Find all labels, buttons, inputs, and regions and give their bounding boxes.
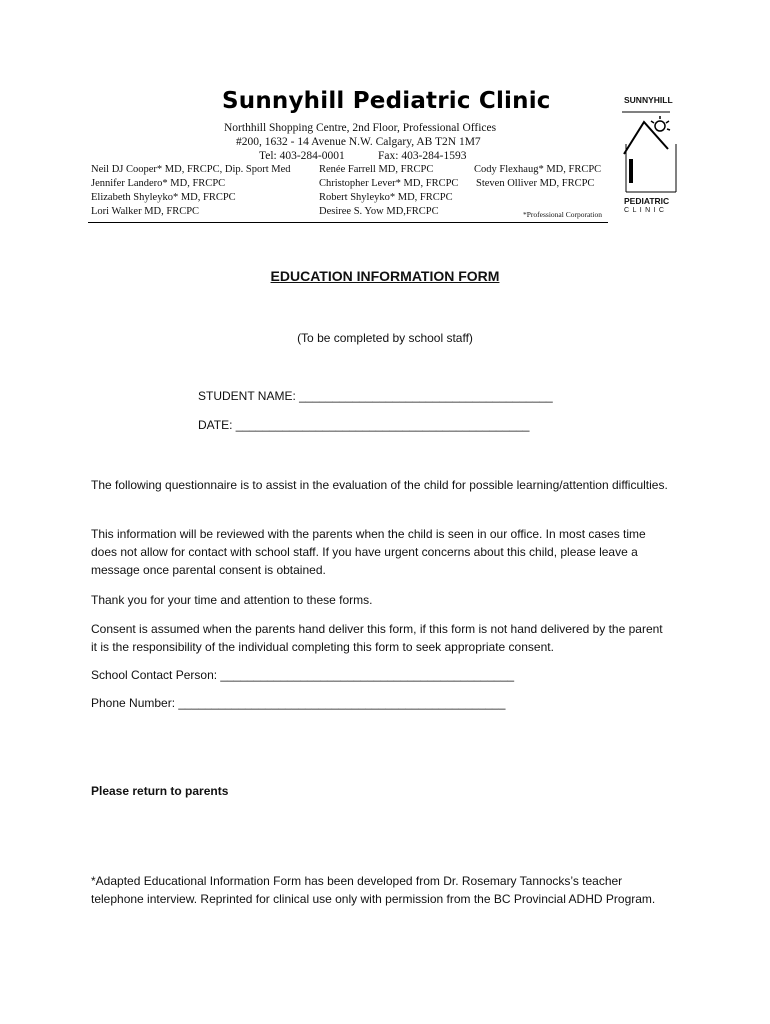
intro-paragraph: The following questionnaire is to assist in the evaluation of the child for possible learning/attention difficulties.	[91, 478, 668, 492]
doctor-name: Lori Walker MD, FRCPC	[91, 206, 200, 217]
doctor-name: Steven Olliver MD, FRCPC	[476, 178, 595, 189]
logo-text-pediatric: PEDIATRIC	[624, 196, 670, 206]
logo-text-top: SUNNYHILL	[624, 95, 673, 105]
footnote: *Adapted Educational Information Form has been developed from Dr. Rosemary Tannocks’s teacher telephone interview. Reprinted for clinical use only with permission from the BC Provincial ADHD Program.	[91, 874, 656, 906]
student-name-field[interactable]: STUDENT NAME: ______________________________________	[198, 389, 553, 403]
return-note: Please return to parents	[91, 784, 229, 798]
address-line-2: #200, 1632 - 14 Avenue N.W. Calgary, AB T2N 1M7	[236, 136, 481, 148]
header-rule	[88, 222, 608, 223]
doctor-name: Neil DJ Cooper* MD, FRCPC, Dip. Sport Med	[91, 164, 291, 175]
clinic-name: Sunnyhill Pediatric Clinic	[222, 88, 551, 114]
review-paragraph: This information will be reviewed with the parents when the child is seen in our office. In most cases time does not allow for contact with school staff. If you have urgent concerns about this child, please leave a message once parental consent is obtained.	[91, 527, 646, 577]
form-subtitle: (To be completed by school staff)	[297, 331, 473, 345]
doctor-name: Robert Shyleyko* MD, FRCPC	[319, 192, 453, 203]
doctor-name: Renée Farrell MD, FRCPC	[319, 164, 434, 175]
date-field[interactable]: DATE: ____________________________________________	[198, 418, 530, 432]
form-title: EDUCATION INFORMATION FORM	[270, 268, 500, 284]
doctor-name: Christopher Lever* MD, FRCPC	[319, 178, 459, 189]
doctor-name: Elizabeth Shyleyko* MD, FRCPC	[91, 192, 236, 203]
fax-number-header: Fax: 403-284-1593	[378, 150, 467, 162]
phone-number-field[interactable]: Phone Number: _________________________________________________	[91, 696, 506, 710]
professional-corporation-note: *Professional Corporation	[523, 210, 602, 219]
logo-text-clinic: CLINIC	[624, 207, 668, 214]
doctor-name: Jennifer Landero* MD, FRCPC	[91, 178, 226, 189]
phone-number-header: Tel: 403-284-0001	[259, 150, 345, 162]
school-contact-field[interactable]: School Contact Person: ____________________________________________	[91, 668, 515, 682]
clinic-logo-icon	[620, 104, 680, 194]
thanks-paragraph: Thank you for your time and attention to these forms.	[91, 593, 373, 607]
address-line-1: Northhill Shopping Centre, 2nd Floor, Professional Offices	[224, 122, 497, 134]
doctor-name: Cody Flexhaug* MD, FRCPC	[474, 164, 602, 175]
doctor-name: Desiree S. Yow MD,FRCPC	[319, 206, 439, 217]
consent-paragraph: Consent is assumed when the parents hand deliver this form, if this form is not hand delivered by the parent it is the responsibility of the individual completing this form to seek appropriate consent.	[91, 622, 663, 654]
